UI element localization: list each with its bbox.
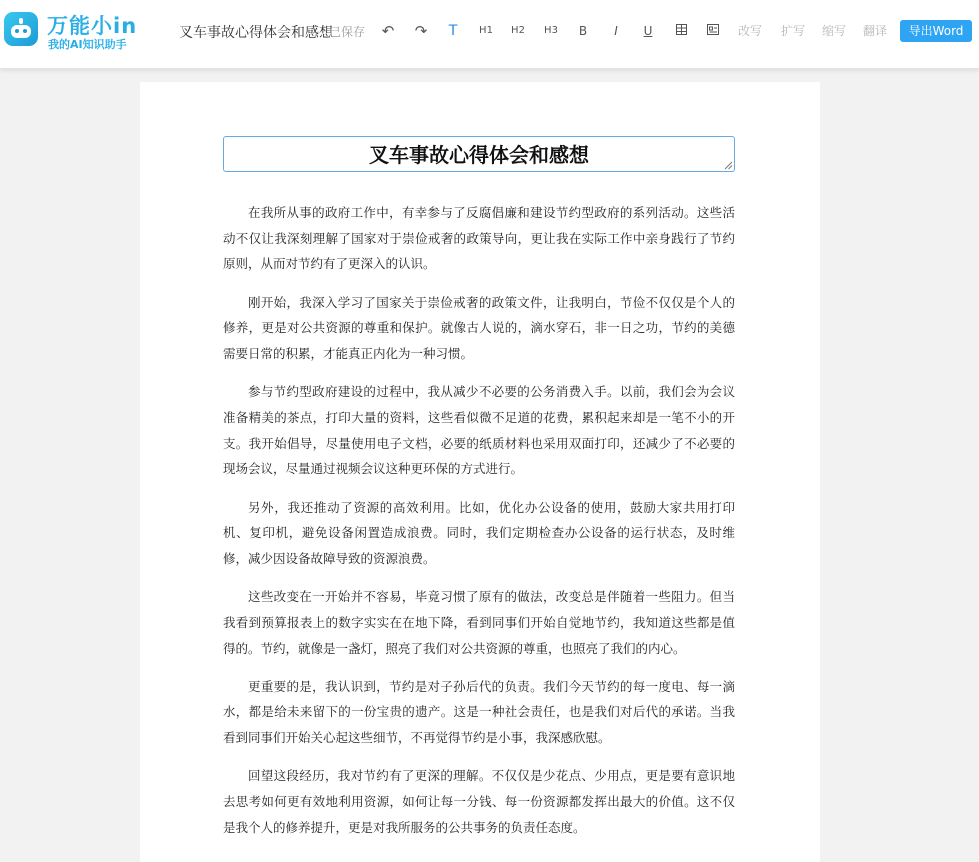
- robot-logo-icon: [4, 12, 38, 46]
- heading1-button[interactable]: H1: [479, 25, 493, 36]
- paragraph: 刚开始，我深入学习了国家关于崇俭戒奢的政策文件，让我明白，节俭不仅仅是个人的修养，更是对公共资源的尊重和保护。就像古人说的，滴水穿石，非一日之功，节约的美德需要日常的积累，才能真正内化为一种习惯。: [223, 294, 735, 362]
- rewrite-button[interactable]: 改写: [737, 24, 762, 38]
- text-style-button[interactable]: T: [448, 23, 458, 39]
- undo-button[interactable]: ↶: [381, 22, 395, 40]
- resize-grip-icon[interactable]: [724, 161, 733, 170]
- expand-button[interactable]: 扩写: [780, 24, 805, 38]
- bold-button[interactable]: B: [578, 24, 588, 38]
- top-toolbar: [0, 0, 979, 69]
- paragraph: 参与节约型政府建设的过程中，我从减少不必要的公务消费入手。以前，我们会为会议准备精美的茶点，打印大量的资料，这些看似微不足道的花费，累积起来却是一笔不小的开支。我开始倡导，尽量使用电子文档，必要的纸质材料也采用双面打印，还减少了不必要的现场会议，尽量通过视频会议这种更环保的方式进行。: [223, 384, 735, 477]
- paragraph: 另外，我还推动了资源的高效利用。比如，优化办公设备的使用，鼓励大家共用打印机、复印机，避免设备闲置造成浪费。同时，我们定期检查办公设备的运行状态，及时维修，减少因设备故障导致的资源浪费。: [223, 499, 735, 566]
- translate-button[interactable]: 翻译: [862, 24, 887, 38]
- italic-button[interactable]: I: [614, 24, 618, 38]
- export-word-button[interactable]: 导出Word: [900, 20, 972, 42]
- shorten-button[interactable]: 缩写: [821, 24, 846, 38]
- app-slogan: 我的AI知识助手: [48, 38, 127, 51]
- paragraph: 回望这段经历，我对节约有了更深的理解。不仅仅是少花点、少用点，更是要有意识地去思考如何更有效地利用资源，如何让每一分钱、每一份资源都发挥出最大的价值。这不仅是我个人的修养提升，更是对我所服务的公共事务的负责任态度。: [223, 768, 735, 835]
- title-text: 叉车事故心得体会和感想: [369, 143, 589, 167]
- paragraph: 在我所从事的政府工作中，有幸参与了反腐倡廉和建设节约型政府的系列活动。这些活动不仅让我深刻理解了国家对于崇俭戒奢的政策导向，更让我在实际工作中亲身践行了节约原则，从而对节约有了更深入的认识。: [223, 205, 735, 272]
- image-icon: [707, 24, 719, 35]
- title-input[interactable]: [223, 136, 735, 172]
- table-icon: [676, 24, 687, 35]
- heading3-button[interactable]: H3: [544, 25, 558, 36]
- heading2-button[interactable]: H2: [511, 25, 525, 36]
- document-page: [140, 82, 820, 862]
- paragraph: 更重要的是，我认识到，节约是对子孙后代的负责。我们今天节约的每一度电、每一滴水，都是给未来留下的一份宝贵的遗产。这是一种社会责任，也是我们对后代的承诺。当我看到同事们开始关心起这些细节，不再觉得节约是小事，我深感欣慰。: [223, 678, 735, 746]
- app-name: 万能小in: [47, 14, 138, 38]
- save-status: 已保存: [329, 25, 366, 39]
- redo-button[interactable]: ↷: [414, 22, 428, 40]
- document-body[interactable]: [223, 200, 735, 853]
- underline-button[interactable]: U: [643, 24, 653, 38]
- document-name[interactable]: 叉车事故心得体会和感想: [179, 25, 333, 41]
- table-button[interactable]: [674, 21, 688, 41]
- image-button[interactable]: [706, 21, 720, 41]
- paragraph: 这些改变在一开始并不容易，毕竟习惯了原有的做法，改变总是伴随着一些阻力。但当我看到预算报表上的数字实实在在地下降，看到同事们开始自觉地节约，我知道这些都是值得的。节约，就像是一盏灯，照亮了我们对公共资源的尊重，也照亮了我们的内心。: [223, 589, 735, 656]
